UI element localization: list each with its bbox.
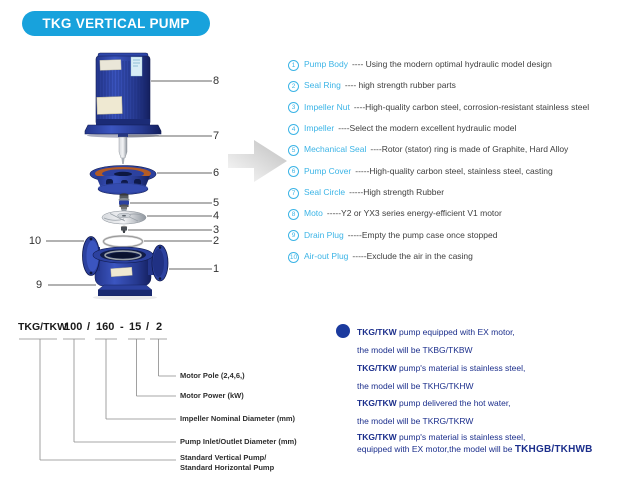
parts-list — [288, 59, 589, 272]
seal-ring-graphic — [104, 236, 143, 247]
part-name: Moto — [304, 208, 323, 219]
impeller-graphic — [102, 209, 146, 224]
callout-label: 1 — [213, 263, 220, 275]
part-number-badge: 7 — [288, 188, 299, 199]
part-item — [288, 80, 589, 101]
pump-exploded-drawing — [0, 45, 240, 307]
part-number-badge: 10 — [289, 253, 298, 261]
part-name: Impeller — [304, 123, 335, 134]
callout-label: 2 — [213, 235, 220, 247]
part-name: Drain Plug — [304, 229, 344, 240]
part-item — [288, 251, 589, 272]
note-line: TKG/TKW pump's material is stainless steel, — [357, 432, 526, 442]
part-description: -----Y2 or YX3 series energy-efficient V1 motor — [326, 208, 502, 219]
callout-label: 8 — [213, 75, 220, 87]
part-description: ---- high strength rubber parts — [344, 80, 456, 91]
part-name: Seal Ring — [304, 80, 341, 91]
page-title: TKG VERTICAL PUMP — [42, 16, 190, 31]
part-item — [288, 123, 589, 144]
model-code-pole: 2 — [156, 321, 163, 333]
impeller-nut-graphic — [121, 226, 127, 233]
callout-label: 7 — [213, 130, 220, 142]
label-standard-vertical: Standard Vertical Pump/ — [180, 453, 267, 462]
label-standard-horizontal: Standard Horizontal Pump — [180, 463, 275, 472]
part-item — [288, 208, 589, 229]
part-number-badge: 2 — [288, 81, 299, 92]
right-arrow-icon — [225, 132, 293, 192]
part-item — [288, 230, 589, 251]
note-line: the model will be TKHG/TKHW — [357, 381, 474, 391]
part-number-badge: 4 — [288, 124, 299, 135]
pump-cover-graphic — [90, 166, 156, 195]
label-inlet-outlet: Pump Inlet/Outlet Diameter (mm) — [180, 437, 297, 446]
model-code-slash: / — [146, 321, 150, 333]
mechanical-seal-graphic — [119, 193, 130, 209]
note-line: the model will be TKRG/TKRW — [357, 416, 474, 426]
label-motor-power: Motor Power (kW) — [180, 391, 244, 400]
part-number-badge: 3 — [288, 102, 299, 113]
note-line: TKG/TKW pump equipped with EX motor, — [357, 327, 515, 337]
model-code-inlet: 100 — [64, 321, 83, 333]
part-description: ----High-quality carbon steel, corrosion-resistant stainless steel — [353, 101, 590, 112]
callout-label: 5 — [213, 197, 220, 209]
part-description: -----Exclude the air in the casing — [352, 251, 473, 262]
callout-label: 4 — [213, 210, 220, 222]
part-item — [288, 102, 589, 123]
part-name: Seal Circle — [304, 187, 346, 198]
note-line: the model will be TKBG/TKBW — [357, 345, 473, 355]
callout-label: 6 — [213, 167, 220, 179]
part-item — [288, 166, 589, 187]
part-number-badge: 9 — [288, 230, 299, 241]
model-code-dash: - — [120, 321, 124, 333]
part-description: -----Empty the pump case once stopped — [347, 229, 498, 240]
note-line: TKG/TKW pump delivered the hot water, — [357, 398, 511, 408]
motor-graphic — [85, 53, 161, 138]
part-description: -----High strength Rubber — [349, 187, 445, 198]
part-item — [288, 187, 589, 208]
part-number-badge: 1 — [288, 60, 299, 71]
shaft-graphic — [118, 134, 128, 164]
part-name: Air-out Plug — [304, 251, 349, 262]
part-description: ---- Using the modern optimal hydraulic model design — [351, 59, 552, 69]
callout-label: 9 — [36, 279, 43, 291]
part-name: Mechanical Seal — [304, 144, 367, 155]
model-code-power: 15 — [129, 321, 142, 333]
part-description: -----High-quality carbon steel, stainless steel, casting — [355, 165, 553, 176]
bullet-dot — [336, 324, 350, 338]
part-description: ----Rotor (stator) ring is made of Graphite, Hard Alloy — [370, 144, 569, 155]
part-item — [288, 59, 589, 80]
model-code-leader-lines — [0, 300, 340, 500]
part-number-badge: 6 — [288, 166, 299, 177]
callout-label: 10 — [28, 235, 42, 247]
part-name: Impeller Nut — [304, 101, 350, 112]
part-name: Pump Body — [304, 59, 348, 69]
part-item — [288, 144, 589, 165]
model-code-impeller: 160 — [96, 321, 115, 333]
part-description: ----Select the modern excellent hydraulic model — [338, 123, 517, 134]
title-banner — [22, 11, 210, 36]
part-name: Pump Cover — [304, 165, 352, 176]
callout-label: 3 — [213, 224, 220, 236]
model-code-series: TKG/TKW — [18, 321, 67, 333]
part-number-badge: 8 — [288, 209, 299, 220]
model-code-slash: / — [87, 321, 91, 333]
part-number-badge: 5 — [288, 145, 299, 156]
note-line: equipped with EX motor,the model will be TKHGB/TKHWB — [357, 444, 593, 455]
label-motor-pole: Motor Pole (2,4,6,) — [180, 371, 245, 380]
note-line: TKG/TKW pump's material is stainless steel, — [357, 363, 526, 373]
label-impeller-diameter: Impeller Nominal Diameter (mm) — [180, 414, 296, 423]
